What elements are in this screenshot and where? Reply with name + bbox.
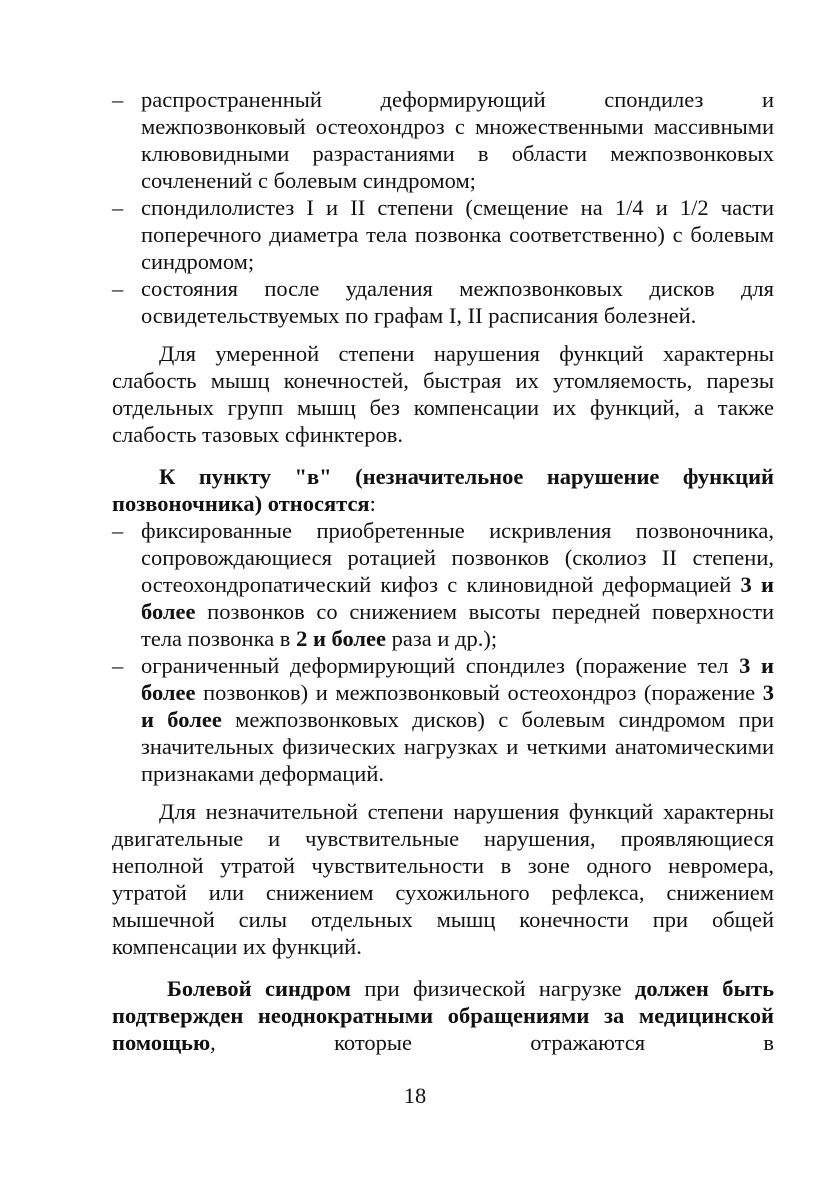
list-item-text: позвонков) и межпозвонковый остеохондроз (поражение (195, 680, 763, 705)
list-v (112, 517, 774, 787)
list-item (112, 517, 774, 652)
paragraph-text: , которые отражаются в (210, 1030, 774, 1055)
list-item-text: состояния после удаления межпозвонковых дисков для освидетельствуемых по графам I, II расписания болезней. (141, 276, 774, 328)
list-a (112, 86, 774, 329)
paragraph-text: при физической нагрузке (350, 976, 635, 1001)
list-item-text: распространенный деформирующий спондилез и межпозвонковый остеохондроз с множественными массивными клювовидными разрастаниями в области межпозвонковых сочленений с болевым синдромом; (141, 87, 774, 193)
emphasis-text: 3 и более (141, 680, 774, 732)
list-dash: – (112, 195, 124, 220)
list-dash: – (112, 653, 124, 678)
emphasis-text: должен быть подтвержден неоднократными обращениями за медицинской помощью (112, 976, 774, 1055)
emphasis-text: 3 и более (141, 653, 774, 705)
list-item-text: межпозвонковых дисков) с болевым синдромом при значительных физических нагрузках и четкими анатомическими признаками деформаций. (141, 707, 775, 786)
list-item-text: фиксированные приобретенные искривления позвоночника, сопровождающиеся ротацией позвонков (сколиоз II степени, остеохондропатический кифоз с клиновидной деформацией (141, 518, 774, 597)
list-item (112, 86, 774, 194)
list-item-text: позвонков со снижением высоты передней поверхности тела позвонка в (141, 599, 774, 651)
paragraph-moderate: Для умеренной степени нарушения функций характерны слабость мышц конечностей, быстрая их утомляемость, парезы отдельных групп мышц без компенсации их функций, а также слабость тазовых сфинктеров. (112, 341, 774, 447)
list-dash: – (112, 518, 124, 543)
heading-bold-text: К пункту "в" (незначительное нарушение функций позвоночника) относятся (112, 464, 774, 516)
list-item-text: спондилолистез I и II степени (смещение на 1/4 и 1/2 части поперечного диаметра тела позвонка соответственно) с болевым синдромом; (141, 195, 774, 274)
paragraph-pain-syndrome (112, 975, 774, 1056)
list-item (112, 275, 774, 329)
list-dash: – (112, 87, 124, 112)
emphasis-text: 3 и более (141, 572, 774, 624)
document-body (112, 86, 774, 1056)
list-item-text: ограниченный деформирующий спондилез (поражение тел (141, 653, 740, 678)
paragraph-minor: Для незначительной степени нарушения функций характерны двигательные и чувствительные нарушения, проявляющиеся неполной утратой чувствительности в зоне одного невромера, утратой или снижением сухожильного рефлекса, снижением мышечной силы отдельных мышц конечности при общей компенсации их функций. (112, 799, 774, 959)
page-number: 18 (403, 1083, 427, 1108)
list-item-text: раза и др.); (386, 626, 498, 651)
emphasis-text: Болевой синдром (167, 976, 351, 1001)
section-heading-v (112, 463, 774, 517)
list-item (112, 194, 774, 275)
heading-colon: : (369, 491, 376, 516)
list-dash: – (112, 276, 124, 301)
emphasis-text: 2 и более (296, 626, 387, 651)
list-item (112, 652, 774, 787)
